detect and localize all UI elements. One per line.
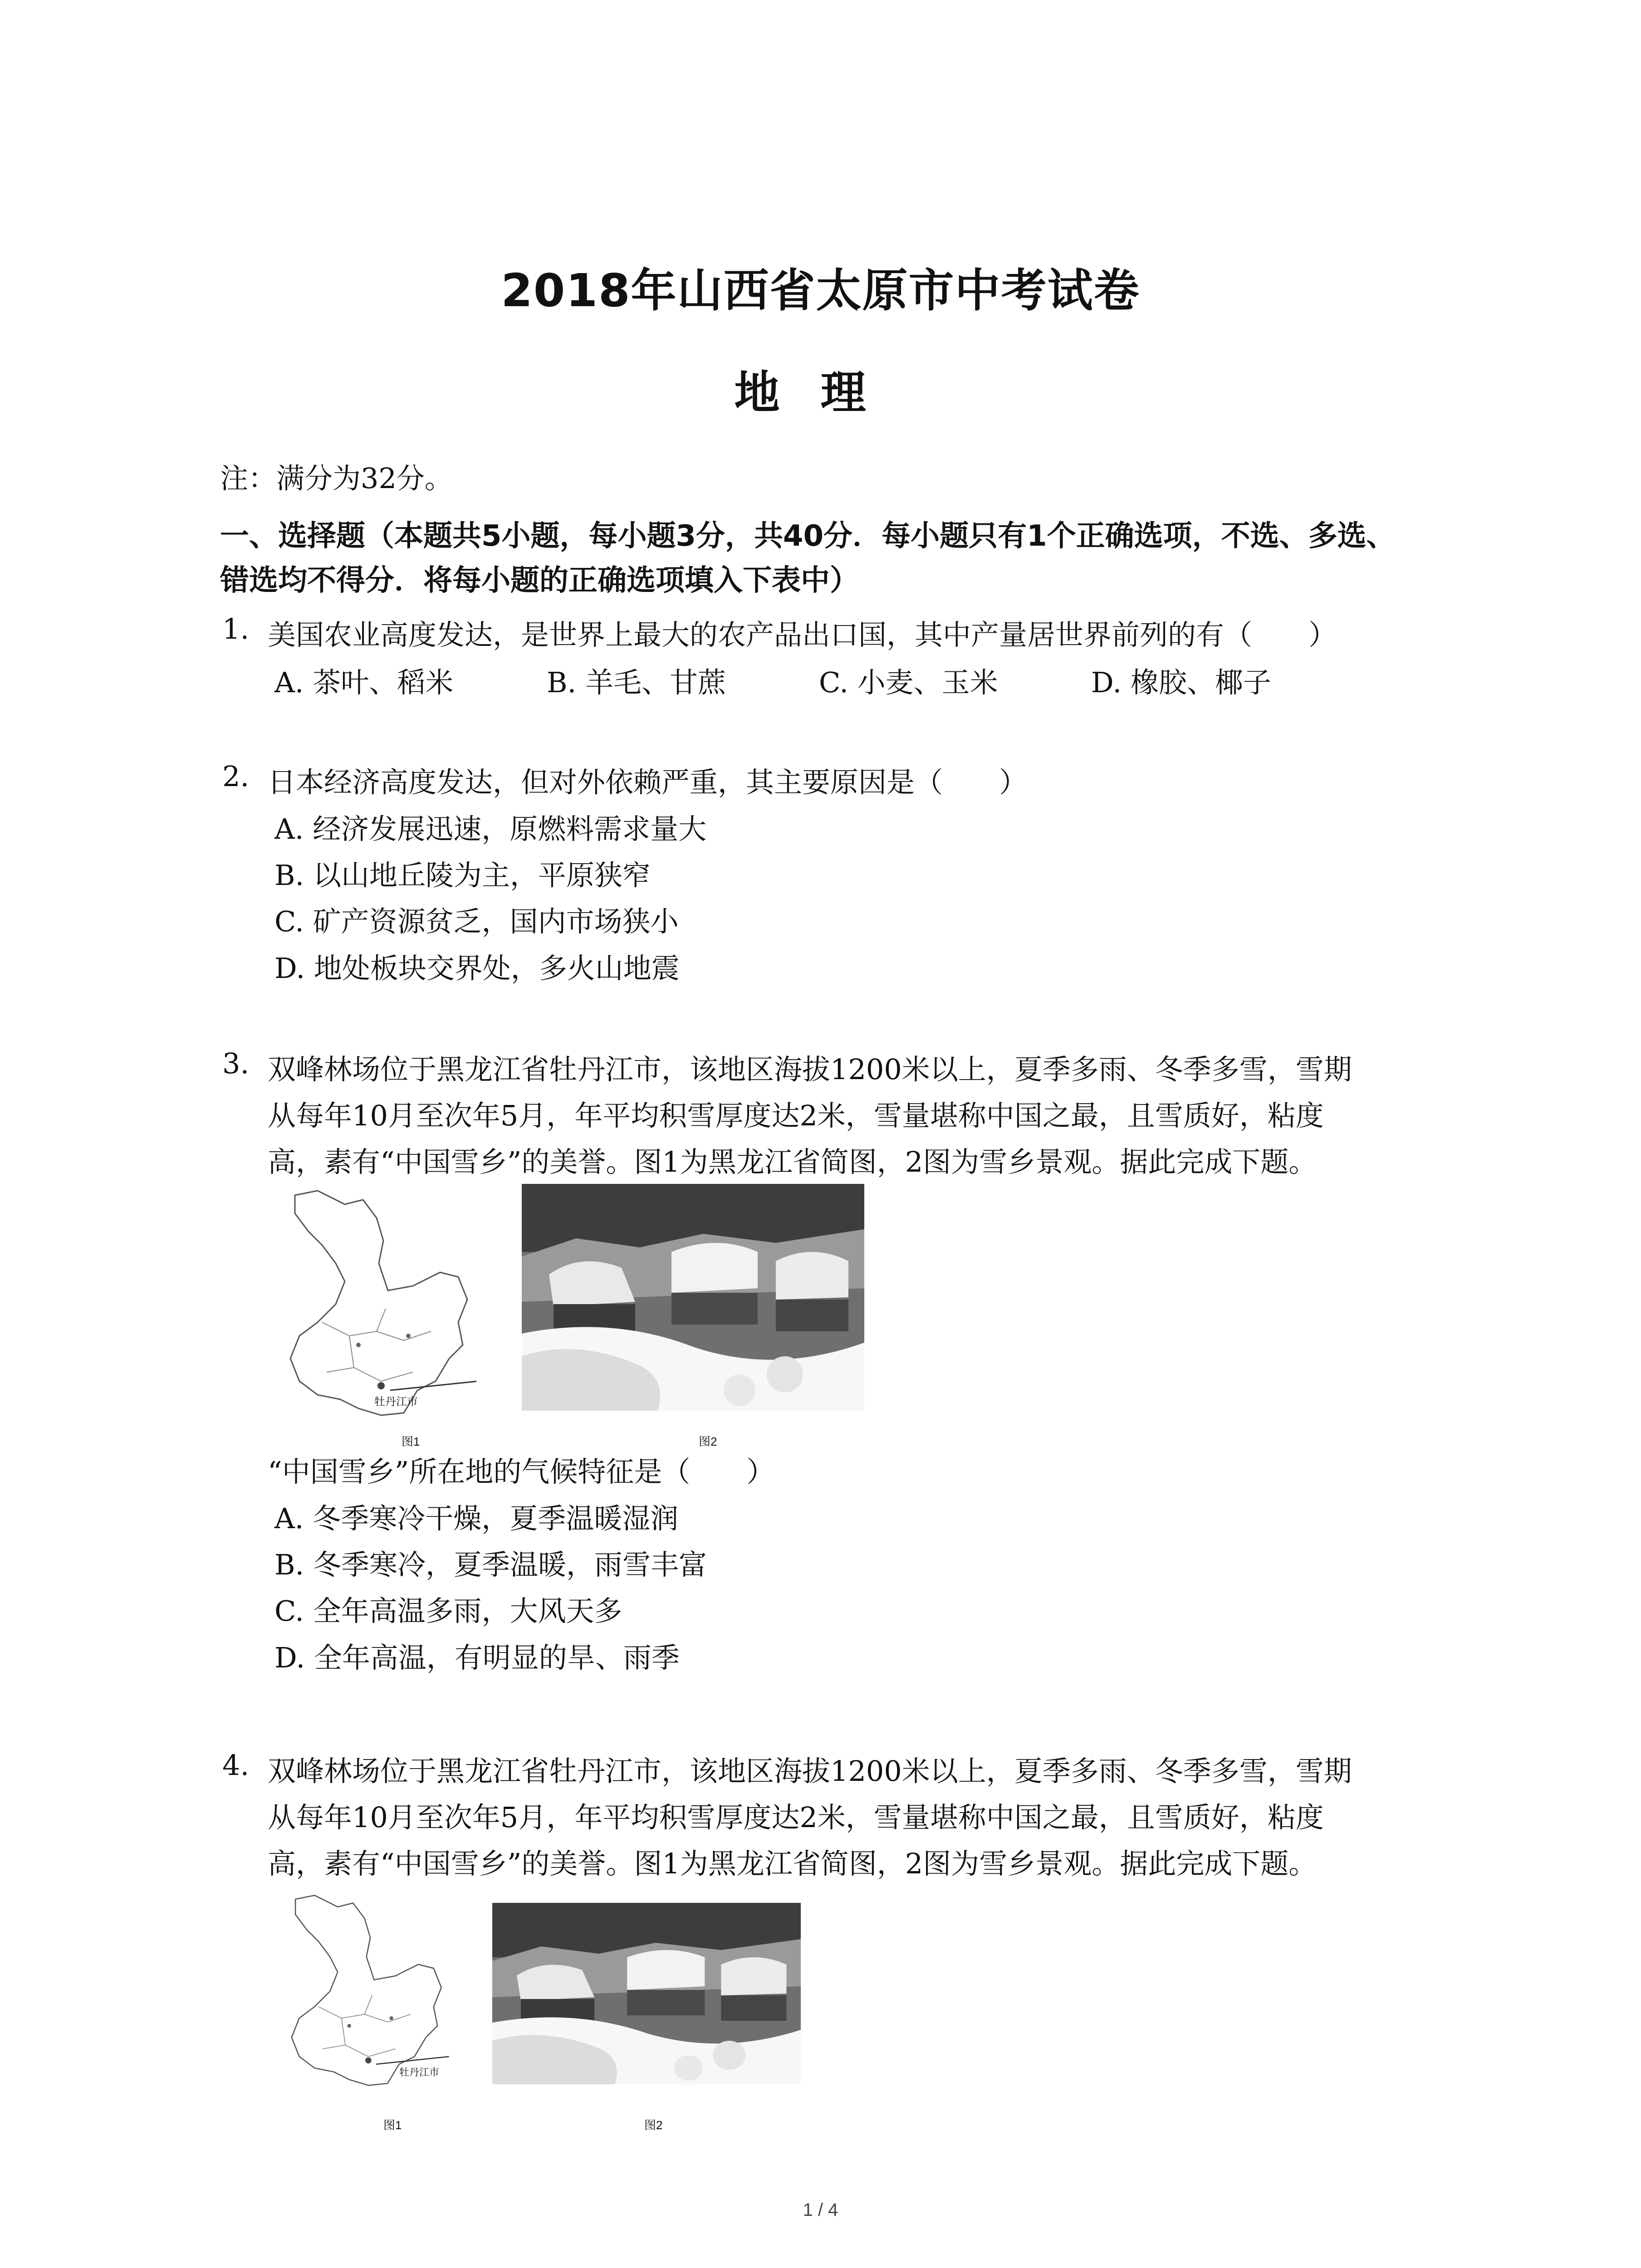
question-3-number: 3. bbox=[222, 1047, 250, 1080]
question-3-stem-line2: 从每年10月至次年5月，年平均积雪厚度达2米，雪量堪称中国之最，且雪质好，粘度 bbox=[268, 1099, 1324, 1132]
question-3-fig2-caption: 图2 bbox=[699, 1435, 717, 1448]
city-label-mudanjiang: 牡丹江市 bbox=[374, 1396, 418, 1408]
question-3-option-c: C. 全年高温多雨，大风天多 bbox=[274, 1594, 622, 1628]
question-4-fig1-caption: 图1 bbox=[383, 2118, 402, 2132]
question-4-fig2-caption: 图2 bbox=[644, 2118, 663, 2132]
question-1-stem: 美国农业高度发达，是世界上最大的农产品出口国，其中产量居世界前列的有（ ） bbox=[268, 618, 1337, 651]
question-1-option-a: A. 茶叶、稻米 bbox=[274, 666, 454, 699]
question-3-stem-line1: 双峰林场位于黑龙江省牡丹江市，该地区海拔1200米以上，夏季多雨、冬季多雪，雪期 bbox=[268, 1053, 1352, 1086]
question-4-map-figure bbox=[270, 1892, 451, 2091]
question-2-option-c: C. 矿产资源贫乏，国内市场狭小 bbox=[274, 905, 679, 938]
question-2-option-a: A. 经济发展迅速，原燃料需求量大 bbox=[274, 812, 707, 846]
section-heading-line2: 错选均不得分．将每小题的正确选项填入下表中） bbox=[220, 564, 859, 597]
question-3-option-a: A. 冬季寒冷干燥，夏季温暖湿润 bbox=[274, 1502, 679, 1535]
exam-title: 2018年山西省太原市中考试卷 bbox=[501, 264, 1140, 317]
question-1-option-b: B. 羊毛、甘蔗 bbox=[547, 666, 726, 699]
question-2-option-d: D. 地处板块交界处，多火山地震 bbox=[274, 952, 680, 985]
question-1-option-d: D. 橡胶、椰子 bbox=[1091, 666, 1271, 699]
heilongjiang-map-icon bbox=[268, 1186, 476, 1422]
question-3-option-d: D. 全年高温，有明显的旱、雨季 bbox=[274, 1641, 680, 1674]
question-3-snow-village-photo bbox=[522, 1184, 864, 1411]
question-4-number: 4. bbox=[222, 1749, 250, 1782]
section-heading-line1: 一、选择题（本题共5小题，每小题3分，共40分．每小题只有1个正确选项，不选、多选、 bbox=[220, 519, 1396, 553]
question-3-fig1-caption: 图1 bbox=[402, 1435, 420, 1448]
score-note: 注：满分为32分。 bbox=[220, 462, 453, 495]
subject-title: 地理 bbox=[734, 366, 907, 419]
question-2-number: 2. bbox=[222, 760, 250, 793]
question-4-stem-line3: 高，素有“中国雪乡”的美誉。图1为黑龙江省简图，2图为雪乡景观。据此完成下题。 bbox=[268, 1847, 1317, 1880]
question-1-option-c: C. 小麦、玉米 bbox=[819, 666, 998, 699]
question-3-option-b: B. 冬季寒冷，夏季温暖，雨雪丰富 bbox=[274, 1548, 707, 1581]
question-2-stem: 日本经济高度发达，但对外依赖严重，其主要原因是（ ） bbox=[268, 766, 1028, 799]
heilongjiang-map-icon bbox=[270, 1892, 451, 2091]
question-3-map-figure bbox=[268, 1186, 476, 1422]
question-4-snow-village-photo bbox=[492, 1903, 801, 2084]
city-label-mudanjiang: 牡丹江市 bbox=[399, 2067, 440, 2078]
question-4-stem-line2: 从每年10月至次年5月，年平均积雪厚度达2米，雪量堪称中国之最，且雪质好，粘度 bbox=[268, 1801, 1324, 1834]
question-1-number: 1. bbox=[222, 612, 250, 645]
page-number: 1 / 4 bbox=[803, 2200, 838, 2220]
question-3-stem-line3: 高，素有“中国雪乡”的美誉。图1为黑龙江省简图，2图为雪乡景观。据此完成下题。 bbox=[268, 1145, 1317, 1178]
question-3-sub-stem: “中国雪乡”所在地的气候特征是（ ） bbox=[268, 1455, 775, 1488]
question-4-stem-line1: 双峰林场位于黑龙江省牡丹江市，该地区海拔1200米以上，夏季多雨、冬季多雪，雪期 bbox=[268, 1755, 1352, 1788]
question-2-option-b: B. 以山地丘陵为主，平原狭窄 bbox=[274, 859, 651, 892]
